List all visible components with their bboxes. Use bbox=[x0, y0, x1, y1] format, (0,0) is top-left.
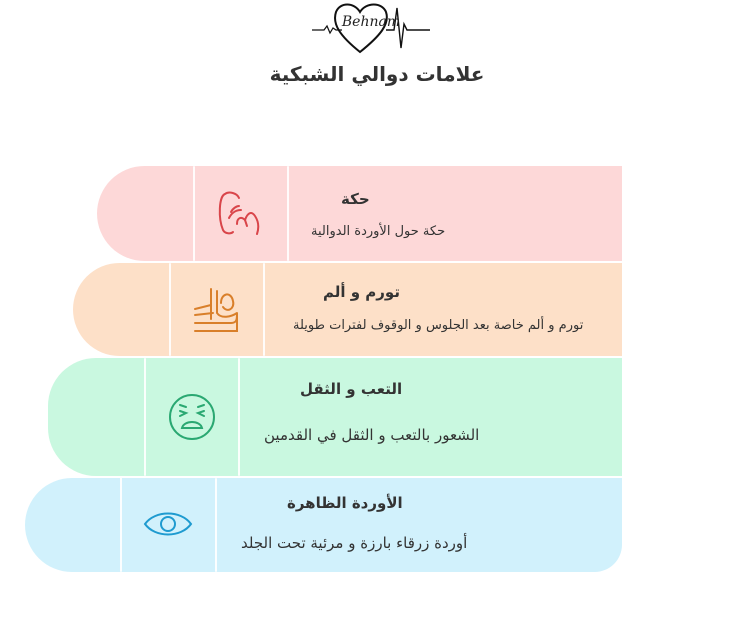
heartbeat-logo-icon bbox=[310, 0, 434, 62]
divider bbox=[193, 166, 195, 261]
divider bbox=[144, 358, 146, 476]
tired-face-icon bbox=[166, 391, 218, 443]
eye-icon bbox=[143, 508, 193, 540]
divider bbox=[169, 263, 171, 356]
symptom-band-visible-veins bbox=[25, 478, 622, 572]
symptom-band-swelling-pain bbox=[73, 263, 622, 356]
divider bbox=[287, 166, 289, 261]
divider bbox=[263, 263, 265, 356]
symptom-description: حكة حول الأوردة الدوالية bbox=[311, 224, 446, 239]
symptom-description: الشعور بالتعب و الثقل في القدمين bbox=[264, 426, 480, 444]
symptom-title: تورم و ألم bbox=[323, 283, 400, 301]
divider bbox=[120, 478, 122, 572]
symptom-description: أوردة زرقاء بارزة و مرئية تحت الجلد bbox=[241, 534, 468, 552]
band-background bbox=[97, 166, 622, 261]
symptom-band-fatigue bbox=[48, 358, 622, 476]
divider bbox=[238, 358, 240, 476]
page-title: علامات دوالي الشبكية bbox=[269, 62, 485, 86]
band-background bbox=[73, 263, 622, 356]
band-background bbox=[48, 358, 622, 476]
leg-pain-icon bbox=[191, 283, 241, 335]
symptom-title: التعب و الثقل bbox=[300, 380, 403, 398]
symptom-description: تورم و ألم خاصة بعد الجلوس و الوقوف لفترات طويلة bbox=[293, 318, 584, 333]
band-background bbox=[25, 478, 622, 572]
itching-hand-icon bbox=[215, 188, 265, 238]
divider bbox=[215, 478, 217, 572]
symptom-band-itching bbox=[97, 166, 622, 261]
logo-text: Behnam bbox=[341, 14, 401, 30]
symptom-title: حكة bbox=[341, 190, 370, 208]
symptom-title: الأوردة الظاهرة bbox=[287, 494, 403, 512]
